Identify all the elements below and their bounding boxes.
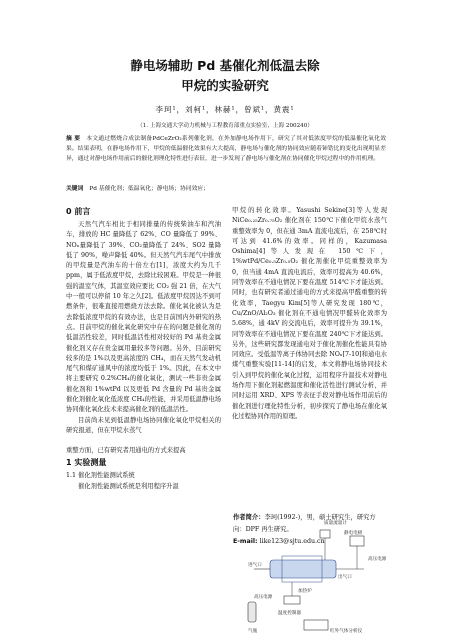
label-gas-analyzer: 红外气体分析仪 <box>330 629 363 634</box>
label-voltage-source: 高压电源 <box>368 557 387 562</box>
analyzer-box <box>304 620 328 630</box>
right-paragraph-1: 甲烷的转化效率。Yasushi Sekine[3]等人发现 NiCe₀.₂₅Zr₀.₇₅O₂ 催化剂在 150℃下催化甲烷水蒸气重整效率为 0，但在通 3mA 直流电流后，在 258℃时可达到 41.6%的效率。同样的，Kazumasa Oshima[4]等人发现在 150℃下，1%wtPd/Ce₀.₅Zr₀.₅O₂ 催化剂催化甲烷重整效率为 0，但当通 4mA 直流电流后，效率可提高为 40.6%，同等效率在不通电情况下要在温度 514℃下才能达到。同时，也有研究者通过通电的方式来提高甲醛重整的转化效率，Taegyu Kim[5]等人研究发现 180℃，Cu/ZnO/Al₂O₃ 催化剂在不通电情况甲醛转化效率为 5.68%，通 4kV 的交流电后，效率可提升为 39.1%，同等效率在不通电情况下要在温度 240℃下才能达到。另外，这些研究都发现通电对于催化剂催化性能具有协同效应。受低温等离子体协同去除 NOₓ[7-10]和通电水煤气重整实验[11-14]的启发，本文将静电场协同技术引入到甲烷的催化氧化过程，运用程序升温技术对静电场作用下催化剂起燃温度和催化活性进行测试分析，并同时运用 XRD、XPS 等表征手段对静电场作用前后的催化剂进行理化特性分析，初步探究了静电场在催化氧化过程协同作用的原理。 <box>232 207 387 420</box>
label-cylinder: 气瓶 <box>248 629 258 634</box>
intro-paragraph-3: 重整方面，已有研究者用通电的方式来提高 <box>66 447 186 455</box>
author-info <box>233 512 388 548</box>
keywords <box>66 184 386 194</box>
label-furnace: 加热炉 <box>298 589 312 594</box>
email-link[interactable]: like123@sjtu.edu.cn <box>259 538 325 545</box>
label-voltage-left: 高压电源 <box>254 595 273 600</box>
intro-paragraph-2: 目前尚未见到低温静电场协同催化氧化甲烷相关的研究报道，但在甲烷水蒸气 <box>66 416 221 434</box>
experiment-paragraph: 催化剂性能测试系统是利用程序升温 <box>78 482 179 490</box>
section-heading-experiment: 1 实验测量 <box>66 457 107 467</box>
author-list: 李珂¹，刘柯¹，林赫¹，曾斌¹，黄震¹ <box>155 105 295 114</box>
intro-paragraph-1: 天然气汽车相比于相同排量的传统柴油车和汽油车，排放的 HC 量降低了 62%、CO 量降低了 99%、NOₓ量降低了 39%、CO₂量降低了 24%、SO2 量降低了 90%，噪声降低 40%。但天然气汽车尾气中排放的甲烷量是汽油车的十倍左右[1]，浓度大约为几千ppm，属于低浓度甲烷，去除比较困难。甲烷是一种很强的温室气体，其温室效应要比 CO₂ 强 21 倍，在大气中一般可以停留 10 年之久[2]。低浓度甲烷因达不到可燃条件，很难直接用燃烧方法去除。催化氧化被认为是去除低浓度甲烷的有效办法，也是目前国内外研究的热点。目前甲烷的催化氧化研究中存在的问题是催化剂的低温活性较差，同时低温活性相对较好的 Pd 基贵金属催化剂又存在贵金属用量较多等问题。另外，目前研究较多的是 1%以及更高浓度的 CH₄，而在天然气发动机尾气和煤矿通风中的浓度均低于 1%。因此，在本文中将主要研究 0.2%CH₄的催化氧化，测试一些非贵金属催化剂和 1%wtPd 以及更低 Pd 含量的 Pd 基贵金属催化剂催化氧化低浓度 CH₄的性能，并采用低温静电场协同催化氧化技术来提高催化剂的低温活性。 <box>66 221 221 414</box>
label-inlet: 进气口 <box>248 563 262 568</box>
keywords-label: 关键词 <box>66 186 84 192</box>
label-electrode: 静电电极 <box>344 531 363 536</box>
label-flowmeter: 质量流量计 <box>324 521 347 526</box>
author-bio: 李珂(1992-)，男，硕士研究生，研究方向：DPF 再生研究。 <box>233 514 376 533</box>
paper-title-line2: 甲烷的实验研究 <box>181 78 269 93</box>
right-column <box>232 206 387 422</box>
abstract <box>66 134 386 164</box>
abstract-text: 本文通过燃烧合成法制备PdCeZrO₂系列催化剂，在外加静电场作用下，研究了其对低浓度甲烷的低温催化氧化效果。结果表明，在静电场作用下，甲烷的低温催化效果有大大提高，静电场与催化剂的协同效应随着铈锆比的变化出现明显差异，通过对静电场作用前后的催化剂理化特性进行表征，进一步发现了静电场与催化剂在协同催化甲烷过程中的作用机理。 <box>66 136 386 162</box>
label-outlet: 出气口 <box>338 575 352 580</box>
email-label: E-mail: <box>233 538 258 545</box>
paper-title-line1: 静电场辅助 Pd 基催化剂低温去除 <box>130 58 320 73</box>
gas-cylinder <box>248 602 256 622</box>
author-info-label: 作者简介： <box>233 514 265 521</box>
temp-controller-box <box>284 596 300 604</box>
left-column <box>66 206 221 492</box>
affiliation: （1. 上海交通大学动力机械与工程教育部重点实验室，上海 200240） <box>137 123 313 129</box>
reactor-tube <box>270 560 336 578</box>
subsection-heading: 1.1 催化剂性能测试系统 <box>66 471 135 479</box>
label-temp-controller: 温度控制器 <box>278 611 301 616</box>
section-heading-intro: 0 前言 <box>66 207 91 216</box>
abstract-label: 摘 要 <box>66 136 81 142</box>
keywords-text: Pd 基催化剂；低温氧化；静电场；协同效应； <box>89 186 210 192</box>
